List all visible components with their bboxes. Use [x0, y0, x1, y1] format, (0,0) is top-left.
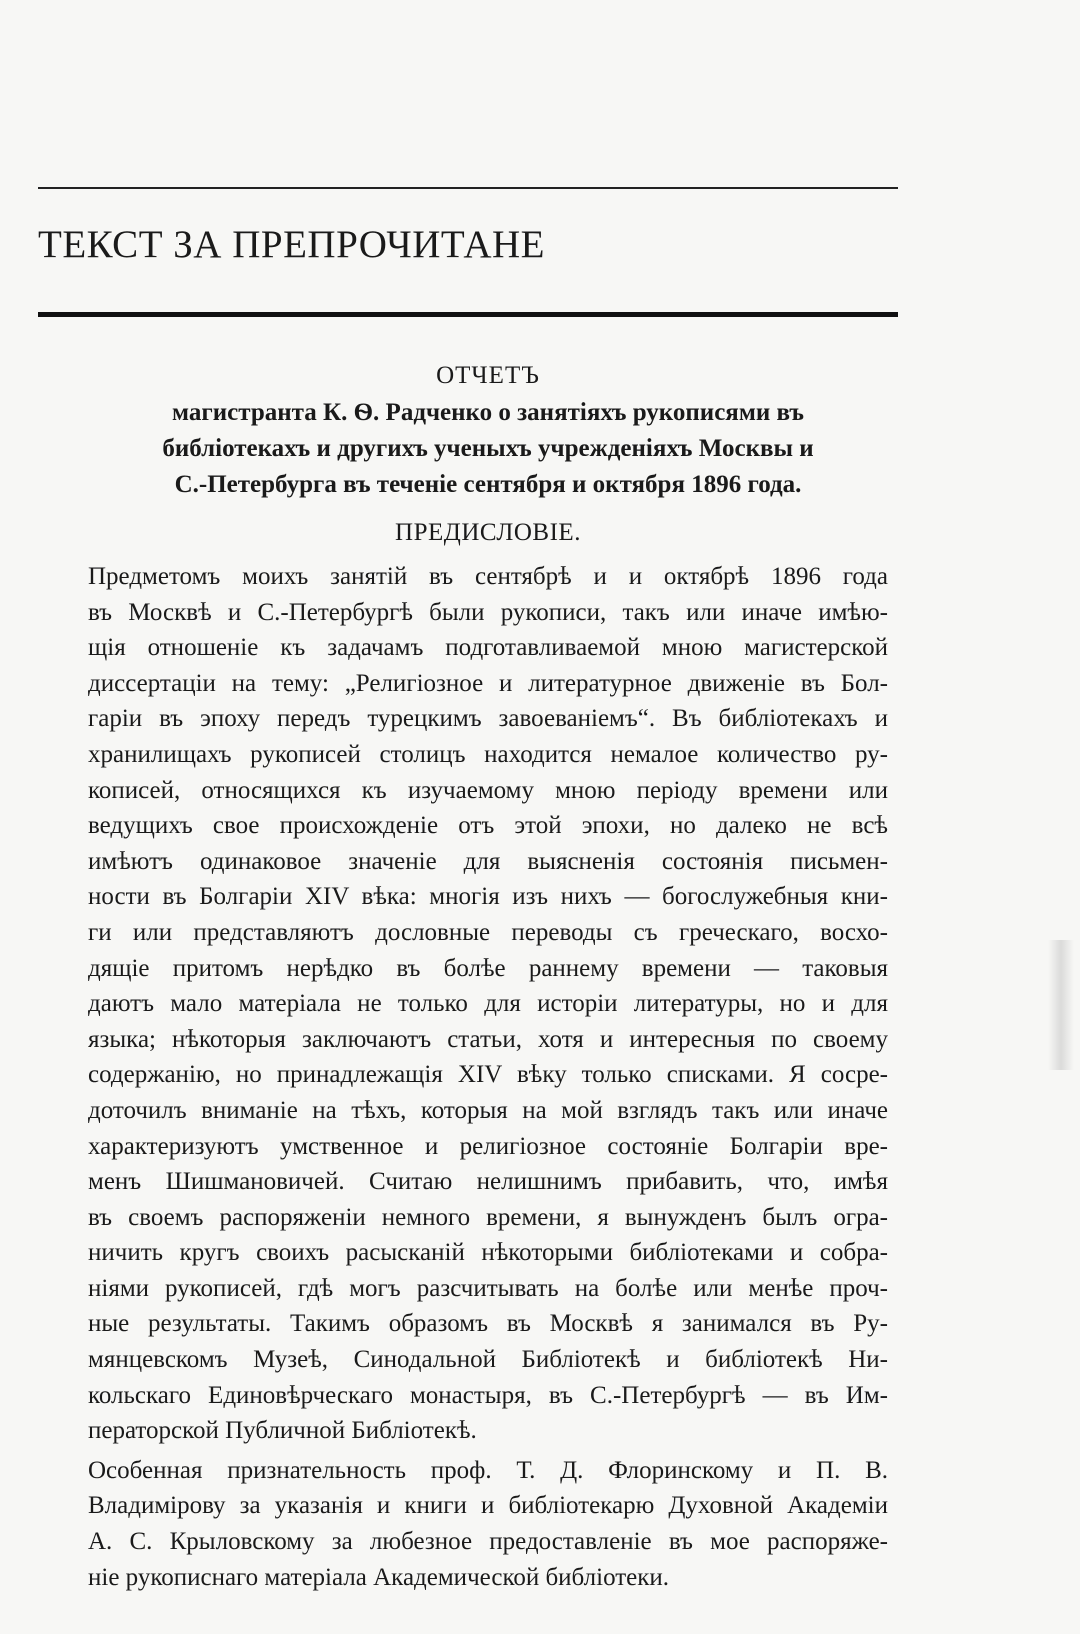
subtitle-line: библіотекахъ и другихъ ученыхъ учрежденіяхъ Москвы и	[162, 435, 814, 462]
document-body	[88, 358, 888, 1595]
text-line: ведущихъ свое происхожденіе отъ этой эпохи, но далеко не всѣ	[88, 812, 888, 840]
text-line: дящіе притомъ нерѣдко въ болѣе раннему времени — таковыя	[88, 954, 888, 982]
text-line: гаріи въ эпоху передъ турецкимъ завоеваніемъ“. Въ библіотекахъ и	[88, 705, 888, 733]
paragraph-2	[88, 1453, 888, 1595]
text-line: ности въ Болгаріи XIV вѣка: многія изъ нихъ — богослужебныя кни-	[88, 883, 888, 911]
text-line: А. С. Крыловскому за любезное предоставленіе въ мое распоряже-	[88, 1528, 888, 1556]
subtitle-line: С.-Петербурга въ теченіе сентября и октября 1896 года.	[174, 471, 802, 498]
text-line: даютъ мало матеріала не только для исторіи литературы, но и для	[88, 990, 888, 1018]
text-line: въ Москвѣ и С.-Петербургѣ были рукописи, такъ или иначе имѣю-	[88, 598, 888, 626]
text-line: содержанію, но принадлежащія XIV вѣку только списками. Я сосре-	[88, 1061, 888, 1089]
text-line: Особенная признательность проф. Т. Д. Флоринскому и П. В.	[88, 1456, 888, 1484]
subtitle-line: магистранта К. Ѳ. Радченко о занятіяхъ рукописями въ	[172, 399, 804, 426]
text-line: щія отношеніе къ задачамъ подготавливаемой мною магистерской	[88, 634, 888, 662]
text-line: диссертаціи на тему: „Религіозное и литературное движеніе въ Бол-	[88, 669, 888, 697]
top-rule	[38, 187, 898, 189]
bottom-rule	[38, 312, 898, 317]
section-title: ТЕКСТ ЗА ПРЕПРОЧИТАНЕ	[38, 223, 545, 266]
text-line: ператорской Публичной Библіотекѣ.	[88, 1417, 477, 1445]
scan-edge-smudge	[1048, 940, 1074, 1070]
text-line: ніями рукописей, гдѣ могъ разсчитывать на болѣе или менѣе проч-	[88, 1274, 888, 1302]
text-line: имѣютъ одинаковое значеніе для выясненія состоянія письмен-	[88, 847, 888, 875]
report-subtitle	[88, 395, 888, 503]
text-line: Предметомъ моихъ занятій въ сентябрѣ и и октябрѣ 1896 года	[88, 563, 888, 590]
text-line: ги или представляютъ дословные переводы съ греческаго, восхо-	[88, 918, 888, 946]
text-line: Владимірову за указанія и книги и библіотекарю Духовной Академіи	[88, 1492, 888, 1520]
text-line: характеризуютъ умственное и религіозное состояніе Болгаріи вре-	[88, 1132, 888, 1160]
preface-title: ПРЕДИСЛОВІЕ.	[395, 519, 581, 546]
text-line: въ своемъ распоряженіи немного времени, я вынужденъ былъ огра-	[88, 1203, 888, 1231]
text-line: менъ Шишмановичей. Считаю нелишнимъ прибавить, что, имѣя	[88, 1168, 888, 1196]
report-title: ОТЧЕТЪ	[436, 362, 540, 389]
paragraph-1	[88, 559, 888, 1449]
text-line: хранилищахъ рукописей столицъ находится немалое количество ру-	[88, 740, 888, 768]
text-line: кописей, относящихся къ изучаемому мною періоду времени или	[88, 776, 888, 804]
text-line: ніе рукописнаго матеріала Академической библіотеки.	[88, 1563, 670, 1591]
text-line: ничить кругъ своихъ расысканій нѣкоторыми библіотеками и собра-	[88, 1239, 888, 1267]
text-line: кольскаго Единовѣрческаго монастыря, въ С.-Петербургѣ — въ Им-	[88, 1381, 888, 1409]
text-line: доточилъ вниманіе на тѣхъ, которыя на мой взглядъ такъ или иначе	[88, 1096, 888, 1124]
text-line: языка; нѣкоторыя заключаютъ статьи, хотя и интересныя по своему	[88, 1025, 888, 1053]
text-line: ные результаты. Такимъ образомъ въ Москвѣ я занимался въ Ру-	[88, 1310, 888, 1338]
text-line: мянцевскомъ Музеѣ, Синодальной Библіотекѣ и библіотекѣ Ни-	[88, 1346, 888, 1374]
